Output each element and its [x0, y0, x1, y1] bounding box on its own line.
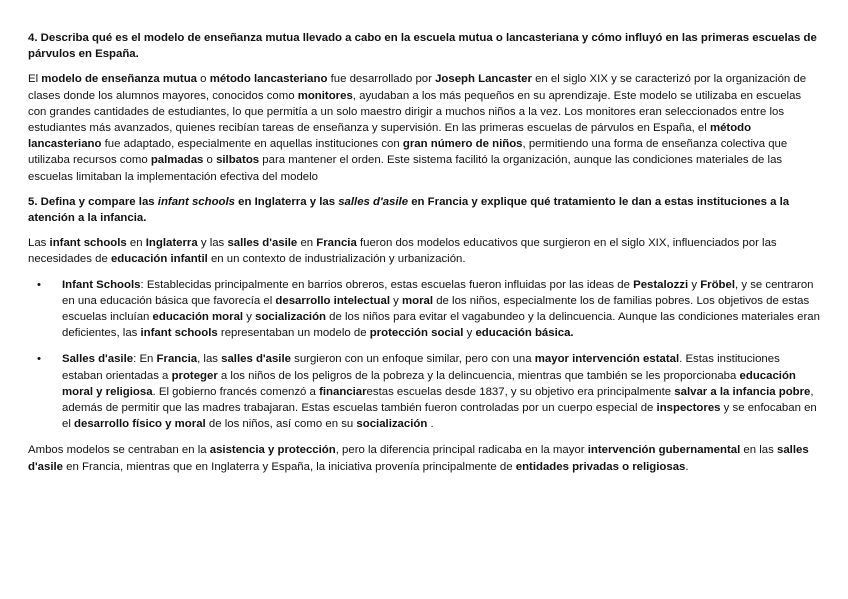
bold-run: Pestalozzi: [633, 278, 689, 291]
bold-run: Inglaterra: [145, 237, 198, 250]
bold-run: moral: [402, 294, 434, 307]
question-5-bullet-list: [28, 277, 820, 433]
bold-run: salles d'asile: [28, 444, 809, 473]
bullet-icon: •: [37, 353, 41, 366]
italic-run: salles d'asile: [338, 195, 409, 208]
text-run: de los niños, especialmente los de familias pobres. Los objetivos de estas escuelas incluían: [62, 294, 810, 324]
bold-run: socialización: [356, 418, 428, 431]
question-5-intro: [28, 235, 820, 267]
bold-run: educación moral y religiosa: [62, 369, 796, 398]
bold-run: Salles d'asile: [62, 353, 134, 366]
text-run: surgieron con un enfoque similar, pero con una: [290, 353, 535, 366]
text-run: representaban un modelo de: [217, 327, 370, 340]
list-item-salles-dasile: [28, 351, 820, 432]
bold-run: asistencia y protección: [209, 444, 336, 457]
text-run: en las: [740, 444, 777, 457]
text-run: Ambos modelos se centraban en la: [28, 444, 210, 457]
bold-run: socialización: [255, 311, 327, 324]
bold-run: Fröbel: [700, 278, 736, 291]
bold-run: desarrollo intelectual: [275, 294, 390, 307]
bold-run: salles d'asile: [221, 353, 291, 366]
bold-run: financiar: [319, 385, 367, 398]
text-run: y las: [197, 237, 228, 250]
bold-run: intervención gubernamental: [587, 444, 741, 457]
question-5-title: [28, 194, 820, 226]
text-run: en Francia, mientras que en Inglaterra y España, la iniciativa provenía principalmente de: [63, 460, 516, 473]
question-5-conclusion: [28, 442, 820, 474]
text-run: en: [126, 237, 146, 250]
bold-run: modelo de enseñanza mutua: [41, 73, 198, 86]
text-run: o: [203, 154, 217, 167]
text-run: . El gobierno francés comenzó a: [152, 385, 320, 398]
bold-run: Francia: [156, 353, 198, 366]
list-item-text: [62, 353, 817, 430]
question-4-title: 4. Describa qué es el modelo de enseñanza mutua llevado a cabo en la escuela mutua o lancasteriana y cómo influyó en las primeras escuelas de párvulos en España.: [28, 32, 817, 61]
text-run: fueron dos modelos educativos que surgieron en el siglo XIX, influenciados por las necesidades de: [28, 237, 777, 266]
text-run: : En: [133, 353, 157, 366]
bold-run: desarrollo físico y moral: [74, 418, 206, 431]
text-run: en el siglo XIX y se caracterizó por la organización de clases donde los alumnos mayores, conocidos como: [28, 73, 807, 102]
question-4-answer: [28, 71, 820, 184]
text-run: El: [28, 73, 42, 86]
text-run: y: [390, 294, 403, 307]
bold-run: mayor intervención estatal: [534, 353, 680, 366]
bold-run: proteger: [171, 369, 218, 382]
bold-run: educación moral: [152, 311, 244, 324]
list-item-text: [62, 279, 820, 340]
text-run: y: [463, 327, 476, 340]
text-run: o: [197, 73, 210, 86]
bold-run: salvar a la infancia pobre: [674, 385, 811, 398]
bold-run: Joseph Lancaster: [435, 73, 532, 86]
bold-run: palmadas: [150, 154, 204, 167]
document-page: [28, 30, 820, 484]
text-run: , y se centraron en una educación básica que favorecía el: [62, 278, 814, 307]
bold-run: Francia: [316, 237, 357, 250]
text-run: de los niños para evitar el vagabundeo y la delincuencia. Aunque las condiciones materiales eran deficientes, las: [62, 311, 820, 340]
text-run: 5. Defina y compare las: [28, 195, 158, 208]
text-run: , pero la diferencia principal radicaba en la mayor: [335, 444, 588, 457]
text-run: . Estas instituciones estaban orientadas a: [62, 353, 780, 382]
bold-run: infant schools: [140, 327, 218, 340]
bold-run: gran número de niños: [402, 138, 523, 151]
text-run: en Francia y explique qué tratamiento le dan a estas instituciones a la atención a la infancia.: [28, 195, 790, 225]
text-run: a los niños de los peligros de la pobreza y la delincuencia, mientras que también se les proporcionaba: [217, 369, 740, 382]
text-run: en un contexto de industrialización y urbanización.: [207, 253, 466, 266]
bullet-icon: •: [37, 278, 41, 291]
text-run: : Establecidas principalmente en barrios obreros, estas escuelas fueron influidas por las ideas de: [140, 278, 634, 291]
text-run: , además de permitir que las madres trabajaran. Estas escuelas también fueron controladas por un cuerpo especial de: [62, 385, 814, 415]
text-run: en: [297, 237, 317, 250]
text-run: estas escuelas desde 1837, y su objetivo era principalmente: [366, 385, 675, 398]
text-run: , ayudaban a los más pequeños en su aprendizaje. Este modelo se utilizaba en escuelas con grandes cantidades de estudiantes, lo que permitía a un solo maestro dirigir a muchos niños a la vez. Los monitores eran seleccionados entre los estudiantes más avanzados, quienes recibían tareas de enseñanza y supervisión. En las primeras escuelas de párvulos en España, el: [28, 89, 802, 135]
bold-run: protección social: [369, 327, 464, 340]
bold-run: método lancasteriano: [209, 73, 328, 86]
bold-run: Infant Schools: [62, 278, 141, 291]
text-run: , permitiendo una forma de enseñanza colectiva que utilizaba recursos como: [28, 138, 788, 167]
bold-run: educación infantil: [110, 253, 208, 266]
text-run: y se enfocaban en el: [62, 402, 817, 431]
text-run: , las: [197, 353, 222, 366]
text-run: y: [243, 311, 256, 324]
list-item-infant-schools: [28, 277, 820, 342]
text-run: fue adaptado, especialmente en aquellas instituciones con: [101, 138, 403, 151]
bold-run: salles d'asile: [227, 237, 298, 250]
bold-run: monitores: [297, 89, 353, 102]
bold-run: inspectores: [656, 402, 721, 415]
text-run: .: [685, 460, 689, 473]
text-run: y: [688, 278, 701, 291]
text-run: Las: [28, 237, 50, 250]
text-run: de los niños, así como en su: [205, 418, 357, 431]
italic-run: infant schools: [157, 195, 236, 208]
bold-run: infant schools: [49, 237, 127, 250]
bold-run: educación básica.: [475, 327, 574, 340]
bold-run: entidades privadas o religiosas: [515, 460, 686, 473]
text-run: en Inglaterra y las: [235, 195, 339, 208]
text-run: para mantener el orden. Este sistema facilitó la organización, aunque las condiciones materiales de las escuelas limitaban la implementación efectiva del modelo: [28, 154, 783, 183]
bold-run: método lancasteriano: [28, 122, 752, 151]
text-run: fue desarrollado por: [327, 73, 436, 86]
text-run: .: [427, 418, 434, 431]
bold-run: silbatos: [216, 154, 260, 167]
